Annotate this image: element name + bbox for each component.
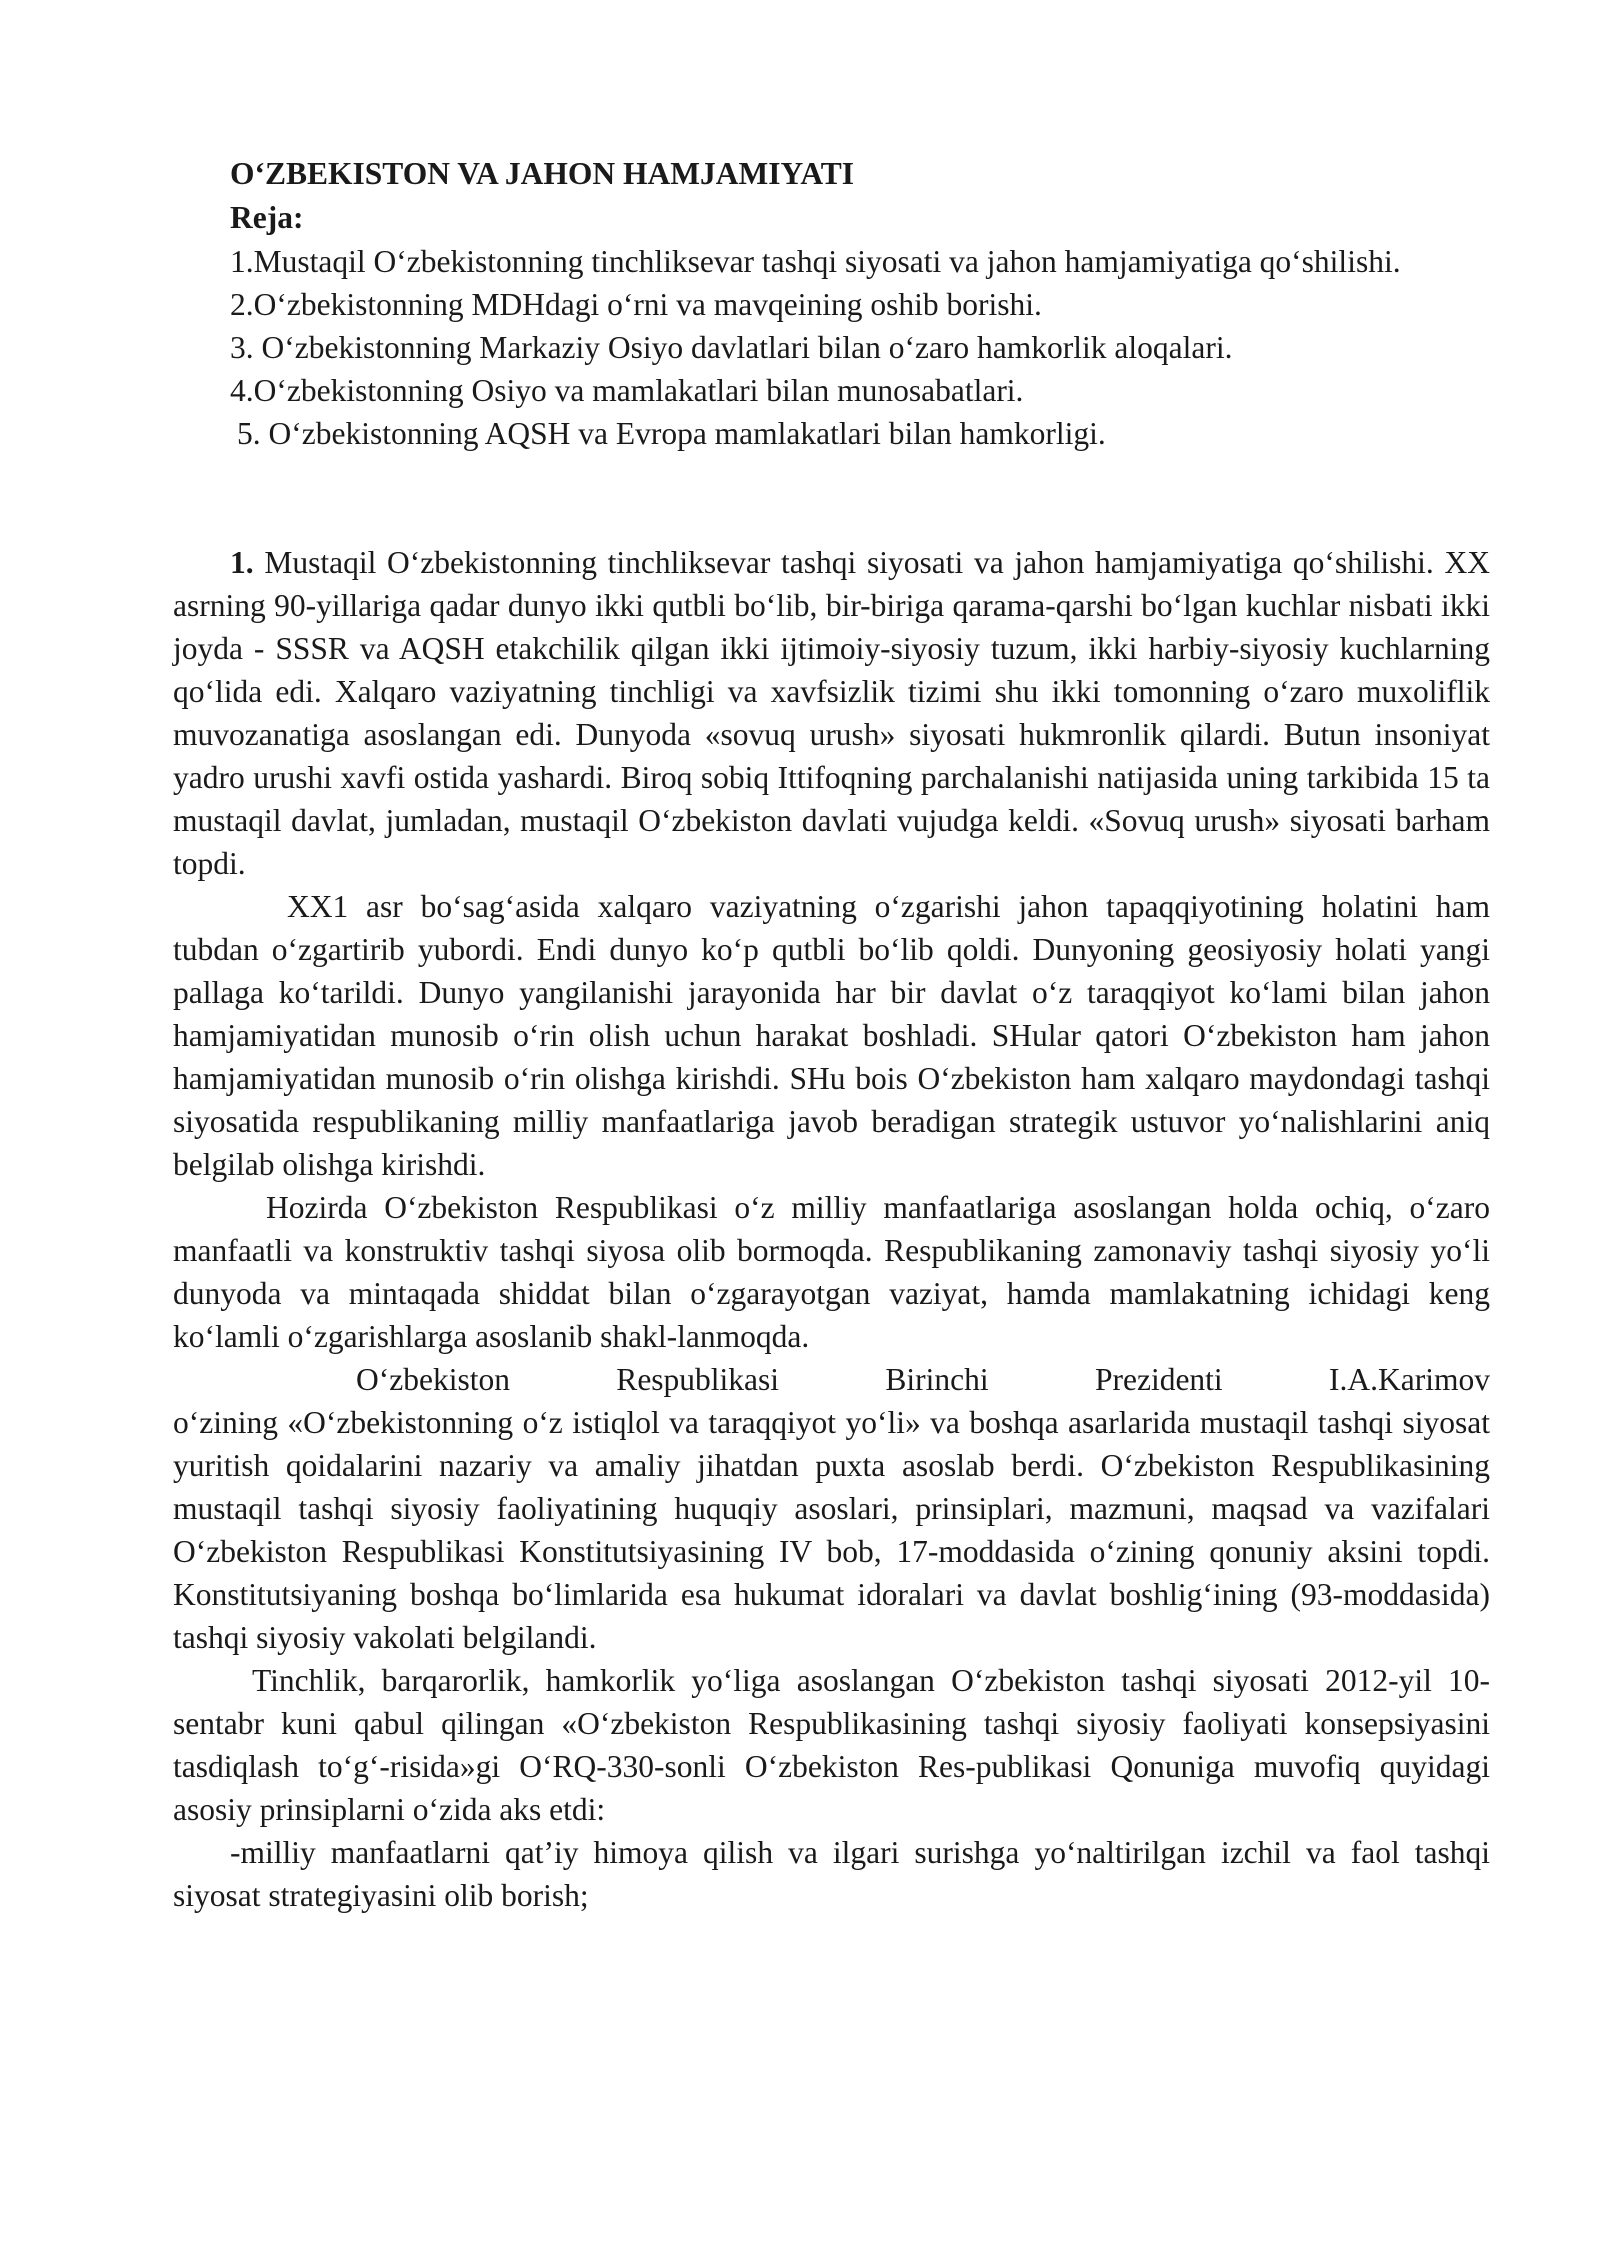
paragraph <box>173 1358 1490 1401</box>
plan-item: 1.Mustaqil O‘zbekistonning tinchliksevar tashqi siyosati va jahon hamjamiyatiga qo‘shilishi. <box>230 244 1401 279</box>
plan-item: 4.O‘zbekistonning Osiyo va mamlakatlari bilan munosabatlari. <box>230 373 1024 408</box>
paragraph: Hozirda O‘zbekiston Respublikasi o‘z milliy manfaatlariga asoslangan holda ochiq, o‘zaro manfaatli va konstruktiv tashqi siyosa olib bormoqda. Respublikaning zamonaviy tashqi siyosiy yo‘li dunyoda va mintaqada shiddat bilan o‘zgarayotgan vaziyat, hamda mamlakatning ichidagi keng ko‘lamli o‘zgarishlarga asoslanib shakl-lanmoqda. <box>173 1190 1490 1354</box>
plan-heading: Reja: <box>230 200 304 235</box>
section-number: 1. <box>230 545 254 580</box>
paragraph-text: Mustaqil O‘zbekistonning tinchliksevar tashqi siyosati va jahon hamjamiyatiga qo‘shilishi. XX asrning 90-yillariga qadar dunyo ikki qutbli bo‘lib, bir-biriga qarama-qarshi bo‘lgan kuchlar nisbati ikki joyda - SSSR va AQSH etakchilik qilgan ikki ijtimoiy-siyosiy tuzum, ikki harbiy-siyosiy kuchlarning qo‘lida edi. Xalqaro vaziyatning tinchligi va xavfsizlik tizimi shu ikki tomonning o‘zaro muxoliflik muvozanatiga asoslangan edi. Dunyoda «sovuq urush» siyosati hukmronlik qilardi. Butun insoniyat yadro urushi xavfi ostida yashardi. Biroq sobiq Ittifoqning parchalanishi natijasida uning tarkibida 15 ta mustaqil davlat, jumladan, mustaqil O‘zbekiston davlati vujudga keldi. «Sovuq urush» siyosati barham topdi. <box>173 545 1490 881</box>
paragraph-first-line: O‘zbekiston Respublikasi Birinchi Prezidenti I.A.Karimov <box>356 1362 1490 1397</box>
paragraph: o‘zining «O‘zbekistonning o‘z istiqlol va taraqqiyot yo‘li» va boshqa asarlarida mustaqil tashqi siyosat yuritish qoidalarini nazariy va amaliy jihatdan puxta asoslab berdi. O‘zbekiston Respublikasining mustaqil tashqi siyosiy faoliyatining huquqiy asoslari, prinsiplari, mazmuni, maqsad va vazifalari O‘zbekiston Respublikasi Konstitutsiyasining IV bob, 17-moddasida o‘zining qonuniy aksini topdi. Konstitutsiyaning boshqa bo‘limlarida esa hukumat idoralari va davlat boshlig‘ining (93-moddasida) tashqi siyosiy vakolati belgilandi. <box>173 1405 1490 1655</box>
paragraph: Tinchlik, barqarorlik, hamkorlik yo‘liga asoslangan O‘zbekiston tashqi siyosati 2012-yil 10-sentabr kuni qabul qilingan «O‘zbekiston Respublikasining tashqi siyosiy faoliyati konsepsiyasini tasdiqlash to‘g‘-risida»gi O‘RQ-330-sonli O‘zbekiston Res-publikasi Qonuniga muvofiq quyidagi asosiy prinsiplarni o‘zida aks etdi: <box>173 1663 1490 1827</box>
plan-item: 5. O‘zbekistonning AQSH va Evropa mamlakatlari bilan hamkorligi. <box>237 416 1106 451</box>
paragraph: XX1 asr bo‘sag‘asida xalqaro vaziyatning o‘zgarishi jahon tapaqqiyotining holatini ham tubdan o‘zgartirib yubordi. Endi dunyo ko‘p qutbli bo‘lib qoldi. Dunyoning geosiyosiy holati yangi pallaga ko‘tarildi. Dunyo yangilanishi jarayonida har bir davlat o‘z taraqqiyot ko‘lami bilan jahon hamjamiyatidan munosib o‘rin olish uchun harakat boshladi. SHular qatori O‘zbekiston ham jahon hamjamiyatidan munosib o‘rin olishga kirishdi. SHu bois O‘zbekiston ham xalqaro maydondagi tashqi siyosatida respublikaning milliy manfaatlariga javob beradigan strategik ustuvor yo‘nalishlarini aniq belgilab olishga kirishdi. <box>173 889 1490 1182</box>
document-body <box>173 541 1490 1917</box>
paragraph <box>173 541 1490 885</box>
document-title: O‘ZBEKISTON VA JAHON HAMJAMIYATI <box>230 156 855 191</box>
plan-item: 2.O‘zbekistonning MDHdagi o‘rni va mavqeining oshib borishi. <box>230 287 1042 322</box>
plan-list <box>173 240 1490 455</box>
plan-item: 3. O‘zbekistonning Markaziy Osiyo davlatlari bilan o‘zaro hamkorlik aloqalari. <box>230 330 1233 365</box>
paragraph: -milliy manfaatlarni qat’iy himoya qilish va ilgari surishga yo‘naltirilgan izchil va faol tashqi siyosat strategiyasini olib borish; <box>173 1835 1490 1913</box>
